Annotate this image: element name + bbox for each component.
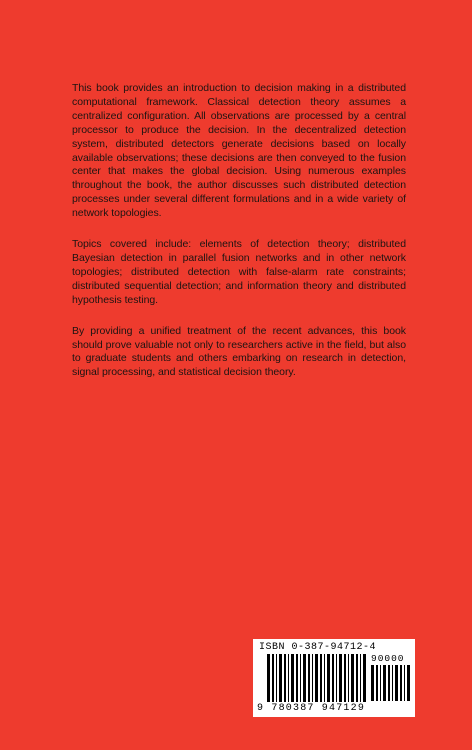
ean-number: 9 780387 947129: [257, 703, 366, 714]
ean-barcode-bars: [267, 654, 367, 702]
isbn-barcode: [253, 639, 415, 717]
blurb-paragraph-1: This book provides an introduction to decision making in a distributed computational framework. Classical detection theory assumes a centralized configuration. All observations are processed by a central processor to produce the decision. In the decentralized detection system, distributed detectors generate decisions based on locally available observations; these decisions are then conveyed to the fusion center that makes the global decision. Using numerous examples throughout the book, the author discusses such distributed detection processes under several different formulations and in a wide variety of network topologies.: [72, 82, 406, 220]
back-cover-blurb: [72, 82, 406, 397]
addon-barcode-bars: [371, 665, 411, 701]
blurb-paragraph-3: By providing a unified treatment of the recent advances, this book should prove valuable not only to researchers active in the field, but also to graduate students and others embarking on research in detection, signal processing, and statistical decision theory.: [72, 324, 406, 379]
price-addon-label: 90000: [371, 653, 405, 664]
isbn-label: ISBN 0-387-94712-4: [259, 642, 377, 653]
blurb-paragraph-2: Topics covered include: elements of detection theory; distributed Bayesian detection in parallel fusion networks and in other network topologies; distributed detection with false-alarm rate constraints; distributed sequential detection; and information theory and distributed hypothesis testing.: [72, 238, 406, 306]
